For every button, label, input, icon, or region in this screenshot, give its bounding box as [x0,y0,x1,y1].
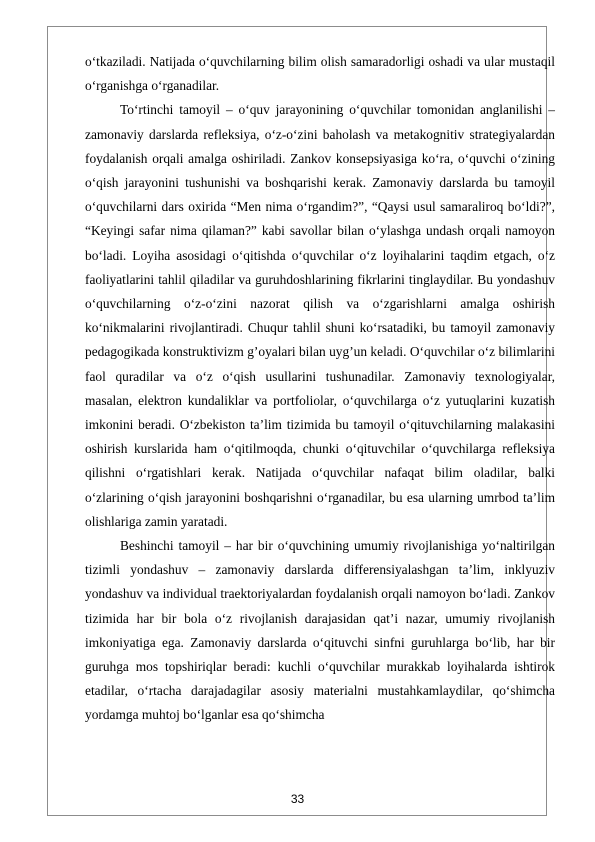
paragraph-continuation: o‘tkaziladi. Natijada o‘quvchilarning bilim olish samaradorligi oshadi va ular mustaqil o‘rganishga o‘rganadilar. [85,54,555,94]
page-number: 33 [290,792,305,806]
paragraph-fourth-principle: To‘rtinchi tamoyil – o‘quv jarayonining o‘quvchilar tomonidan anglanilishi – zamonaviy darslarda refleksiya, o‘z-o‘zini baholash va metakognitiv strategiyalardan foydalanish orqali amalga oshiriladi. Zankov konsepsiyasiga ko‘ra, o‘quvchi o‘zining o‘qish jarayonini tushunishi va boshqarishi kerak. Zamonaviy darslarda bu tamoyil o‘quvchilarni dars oxirida “Men nima o‘rgandim?”, “Qaysi usul samaraliroq bo‘ldi?”, “Keyingi safar nima qilaman?” kabi savollar bilan o‘ylashga undash orqali namoyon bo‘ladi. Loyiha asosidagi o‘qitishda o‘quvchilar o‘z loyihalarini taqdim etgach, o‘z faoliyatlarini tahlil qiladilar va guruhdoshlarining fikrlarini tinglaydilar. Bu yondashuv o‘quvchilarning o‘z-o‘zini nazorat qilish va o‘zgarishlarni amalga oshirish ko‘nikmalarini rivojlantiradi. Chuqur tahlil shuni ko‘rsatadiki, bu tamoyil zamonaviy pedagogikada konstruktivizm g’oyalari bilan uyg’un keladi. O‘quvchilar o‘z bilimlarini faol quradilar va o‘z o‘qish usullarini tushunadilar. Zamonaviy texnologiyalar, masalan, elektron kundaliklar va portfoliolar, o‘quvchilarga o‘z yutuqlarini kuzatish imkonini beradi. O‘zbekiston ta’lim tizimida bu tamoyil o‘qituvchilarning malakasini oshirish kurslarida ham o‘qitilmoqda, chunki o‘qituvchilar o‘quvchilarga refleksiya qilishni o‘rgatishlari kerak. Natijada o‘quvchilar nafaqat bilim oladilar, balki o‘zlarining o‘qish jarayonini boshqarishni o‘rganadilar, bu esa ularning umrbod ta’lim olishlariga zamin yaratadi. [85,102,555,529]
paragraph-fifth-principle: Beshinchi tamoyil – har bir o‘quvchining umumiy rivojlanishiga yo‘naltirilgan tizimli yondashuv – zamonaviy darslarda differensiyalashgan ta’lim, inklyuziv yondashuv va individual traektoriyalardan foydalanish orqali namoyon bo‘ladi. Zankov tizimida har bir bola o‘z rivojlanish darajasidan qat’i nazar, umumiy rivojlanish imkoniyatiga ega. Zamonaviy darslarda o‘qituvchi sinfni guruhlarga bo‘lib, har bir guruhga mos topshiriqlar beradi: kuchli o‘quvchilar murakkab loyihalarda ishtirok etadilar, o‘rtacha darajadagilar asosiy materialni mustahkamlaydilar, qo‘shimcha yordamga muhtoj bo‘lganlar esa qo‘shimcha [85,538,555,723]
document-body [85,50,555,728]
